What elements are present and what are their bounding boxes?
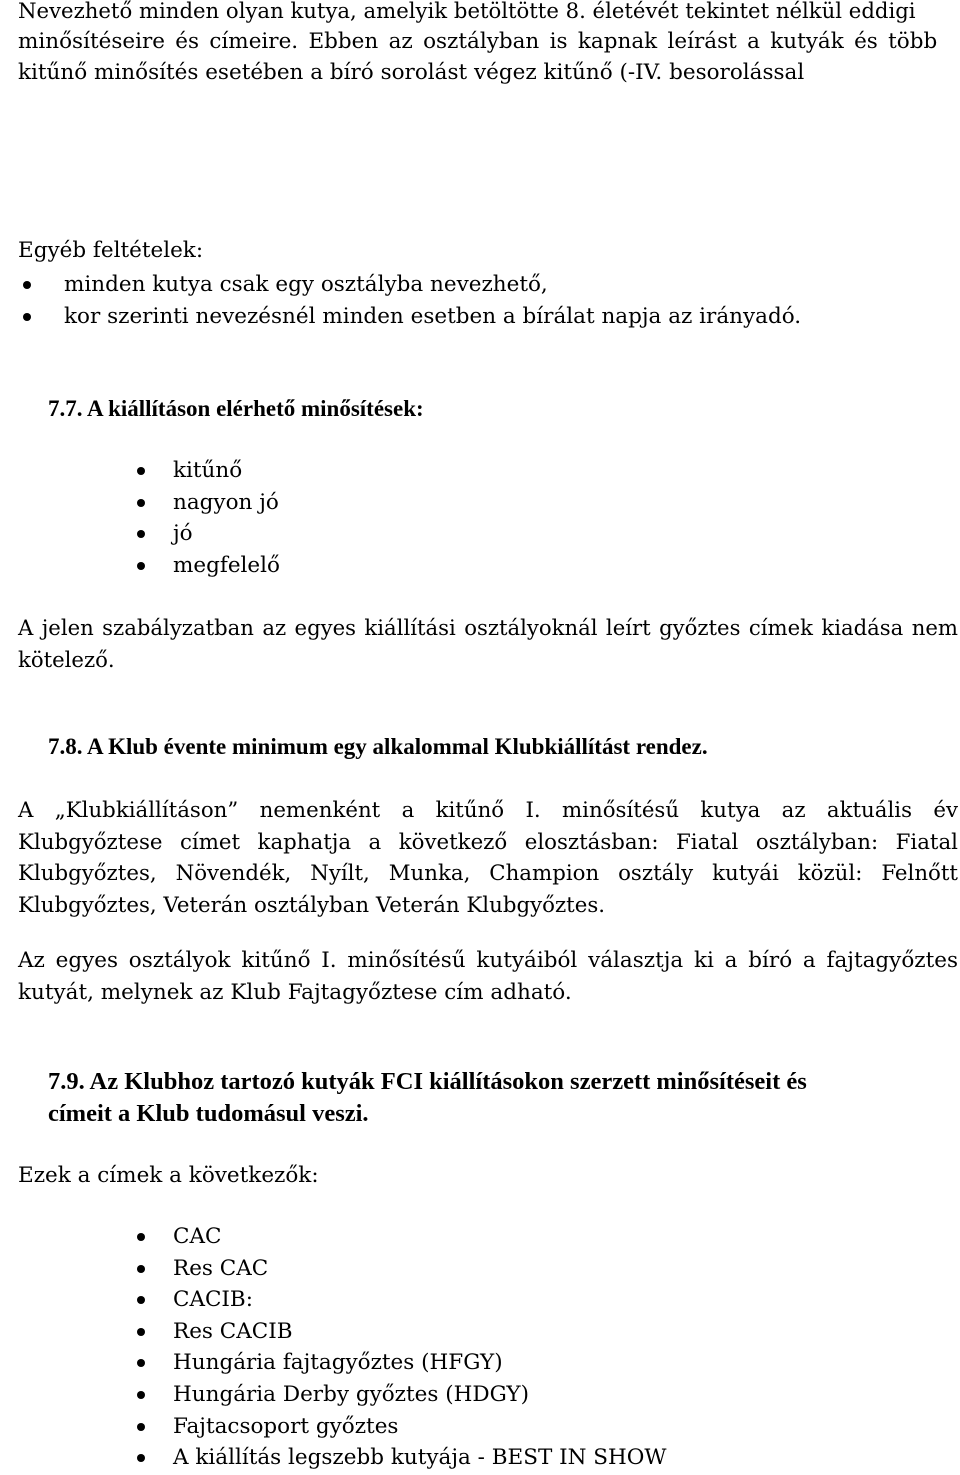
bullet-icon <box>137 562 145 570</box>
bullet-icon <box>137 1265 145 1273</box>
list-item-text: CAC <box>173 1224 222 1249</box>
bullet-icon <box>137 1391 145 1399</box>
list-item <box>18 301 801 333</box>
bullet-icon <box>137 530 145 538</box>
list-item <box>133 1442 666 1474</box>
intro-line-1: Nevezhető minden olyan kutya, amelyik betöltötte 8. életévét tekintet nélkül eddigi <box>18 0 916 23</box>
intro-line-3: kitűnő minősítés esetében a bíró sorolást végez kitűnő (-IV. besorolással <box>18 60 805 85</box>
ratings-list <box>133 455 280 581</box>
list-item-text: jó <box>173 521 193 547</box>
list-item-text: Hungária Derby győztes (HDGY) <box>173 1381 529 1407</box>
bullet-icon <box>23 281 31 289</box>
list-item-text: kitűnő <box>173 458 243 483</box>
list-item-text: A kiállítás legszebb kutyája - BEST IN SHOW <box>173 1445 667 1471</box>
list-item-text: nagyon jó <box>173 489 279 515</box>
list-item <box>133 550 280 582</box>
list-item <box>133 1347 666 1379</box>
section-heading-7-8: 7.8. A Klub évente minimum egy alkalommal Klubkiállítást rendez. <box>48 734 708 759</box>
bullet-icon <box>137 1423 145 1431</box>
list-item-text: minden kutya csak egy osztályba nevezhető, <box>64 272 548 297</box>
bullet-icon <box>137 499 145 507</box>
conditions-title: Egyéb feltételek: <box>18 238 204 263</box>
list-item <box>133 455 280 487</box>
bullet-icon <box>137 1296 145 1304</box>
list-item <box>133 1411 666 1443</box>
list-item <box>133 487 280 519</box>
list-item <box>133 1221 666 1253</box>
list-item <box>18 269 801 301</box>
bullet-icon <box>137 1233 145 1241</box>
list-item-text: Res CACIB <box>173 1318 293 1344</box>
list-item-text: Res CAC <box>173 1255 269 1281</box>
list-item <box>133 1379 666 1411</box>
list-item-text: Hungária fajtagyőztes (HFGY) <box>173 1350 503 1376</box>
club-show-paragraph: A „Klubkiállításon” nemenként a kitűnő I. minősítésű kutya az aktuális év Klubgyőztese címet kaphatja a következő elosztásban: Fiatal osztályban: Fiatal Klubgyőztes, Növendék, Nyílt, Munka, Champion osztály kutyái közül: Felnőtt Klubgyőztes, Veterán osztályban Veterán Klubgyőztes. <box>18 798 958 918</box>
titles-list <box>133 1221 666 1474</box>
bullet-icon <box>23 313 31 321</box>
bullet-icon <box>137 1328 145 1336</box>
section-heading-7-9-line-1: 7.9. Az Klubhoz tartozó kutyák FCI kiállításokon szerzett minősítéseit és <box>48 1068 807 1095</box>
titles-intro: Ezek a címek a következők: <box>18 1163 319 1188</box>
list-item-text: CACIB: <box>173 1287 253 1313</box>
list-item-text: kor szerinti nevezésnél minden esetben a bírálat napja az irányadó. <box>64 303 802 329</box>
section-heading-7-7: 7.7. A kiállításon elérhető minősítések: <box>48 396 424 421</box>
ratings-note: A jelen szabályzatban az egyes kiállítási osztályoknál leírt győztes címek kiadása nem kötelező. <box>18 615 958 672</box>
list-item <box>133 1284 666 1316</box>
list-item-text: megfelelő <box>173 552 280 578</box>
section-heading-7-9-line-2: címeit a Klub tudomásul veszi. <box>48 1100 369 1127</box>
breed-winner-paragraph: Az egyes osztályok kitűnő I. minősítésű kutyáiból választja ki a bíró a fajtagyőztes kutyát, melynek az Klub Fajtagyőztese cím adható. <box>18 948 958 1005</box>
conditions-list <box>18 269 801 332</box>
list-item <box>133 1316 666 1348</box>
bullet-icon <box>137 1454 145 1462</box>
intro-line-2: minősítéseire és címeire. Ebben az osztályban is kapnak leírást a kutyák és több <box>18 29 938 54</box>
list-item <box>133 518 280 550</box>
list-item <box>133 1253 666 1285</box>
bullet-icon <box>137 1359 145 1367</box>
bullet-icon <box>137 467 145 475</box>
list-item-text: Fajtacsoport győztes <box>173 1413 399 1439</box>
